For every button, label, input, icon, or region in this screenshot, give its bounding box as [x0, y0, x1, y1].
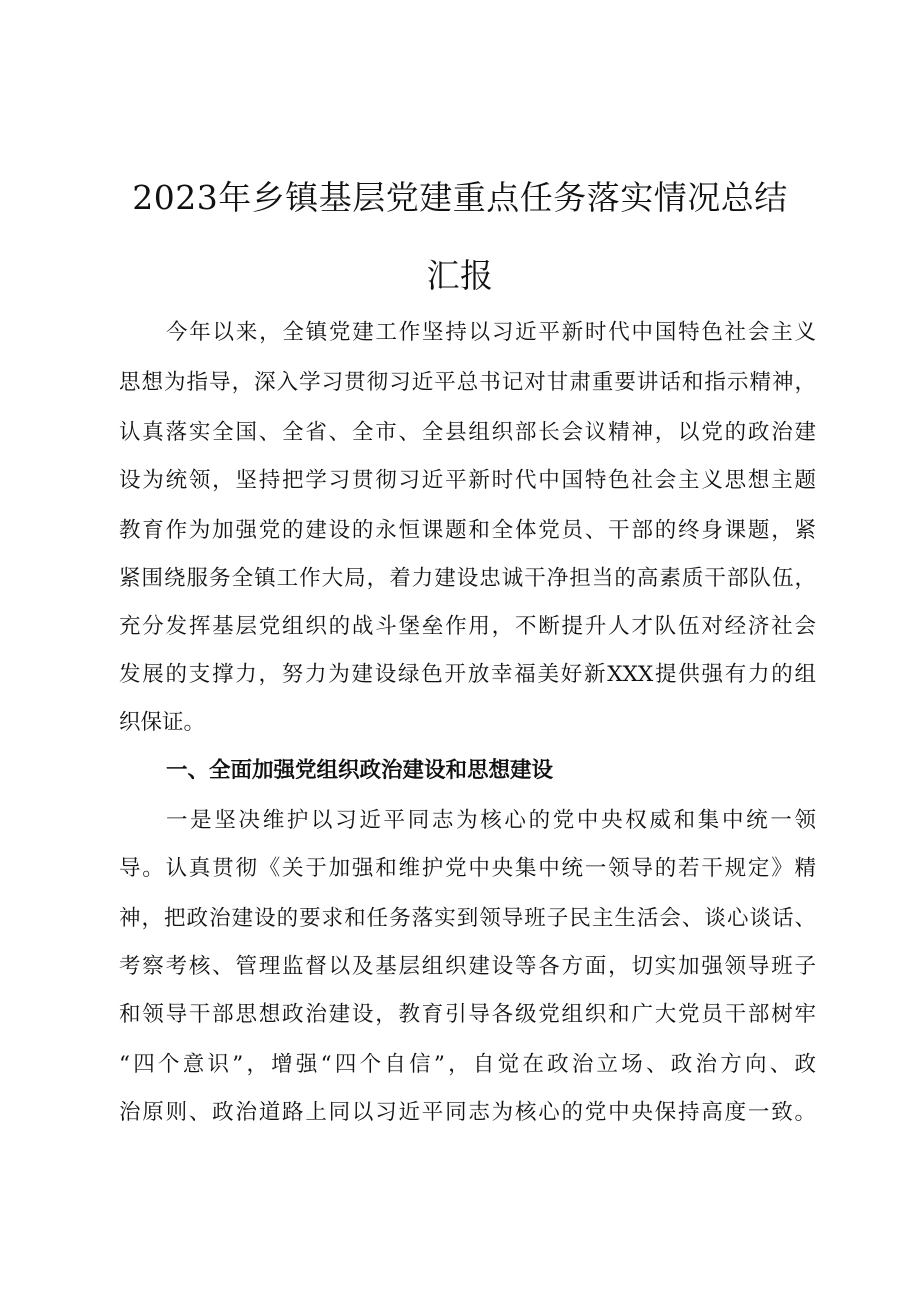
paragraph-line: 紧围绕服务全镇工作大局，着力建设忠诚干净担当的高素质干部队伍，	[119, 566, 816, 591]
section-heading-1: 一、全面加强党组织政治建设和思想建设	[166, 758, 554, 783]
paragraph-line: 充分发挥基层党组织的战斗堡垒作用，不断提升人才队伍对经济社会	[119, 614, 816, 639]
paragraph-line: 设为统领，坚持把学习贯彻习近平新时代中国特色社会主义思想主题	[119, 468, 816, 493]
paragraph-line: 考察考核、管理监督以及基层组织建设等各方面，切实加强领导班子	[119, 954, 816, 979]
document-title-line-1: 2023年乡镇基层党建重点任务落实情况总结	[132, 178, 788, 217]
paragraph-line: 织保证。	[119, 710, 206, 735]
paragraph-line: 认真落实全国、全省、全市、全县组织部长会议精神，以党的政治建	[119, 420, 816, 445]
paragraph-line: 思想为指导，深入学习贯彻习近平总书记对甘肃重要讲话和指示精神，	[119, 370, 816, 395]
paragraph-line: 今年以来，全镇党建工作坚持以习近平新时代中国特色社会主义	[166, 320, 816, 345]
paragraph-line: 神，把政治建设的要求和任务落实到领导班子民主生活会、谈心谈话、	[119, 906, 816, 931]
paragraph-line: 教育作为加强党的建设的永恒课题和全体党员、干部的终身课题，紧	[119, 518, 816, 543]
paragraph-line: 治原则、政治道路上同以习近平同志为核心的党中央保持高度一致。	[119, 1100, 816, 1125]
document-title-line-2: 汇报	[426, 256, 494, 295]
paragraph-line: 一是坚决维护以习近平同志为核心的党中央权威和集中统一领	[166, 808, 816, 833]
paragraph-line: 和领导干部思想政治建设，教育引导各级党组织和广大党员干部树牢	[119, 1002, 816, 1027]
paragraph-line: 发展的支撑力，努力为建设绿色开放幸福美好新XXX提供强有力的组	[119, 662, 816, 687]
paragraph-line: “四个意识”，增强“四个自信”，自觉在政治立场、政治方向、政	[119, 1052, 816, 1077]
paragraph-line: 导。认真贯彻《关于加强和维护党中央集中统一领导的若干规定》精	[119, 856, 816, 881]
